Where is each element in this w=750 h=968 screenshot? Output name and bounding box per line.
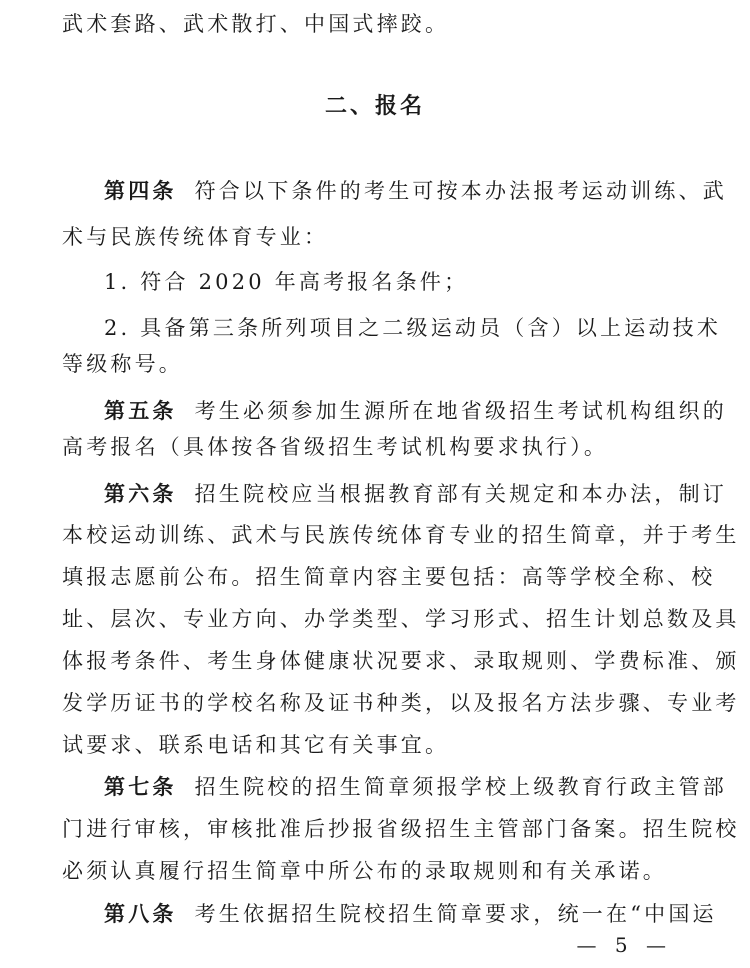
article-6-line-6: 发学历证书的学校名称及证书种类，以及报名方法步骤、专业考 <box>62 691 740 715</box>
page-number: — 5 — <box>576 933 672 957</box>
article-4-item-2-line-2: 等级称号。 <box>62 352 183 376</box>
article-7-line-3: 必须认真履行招生简章中所公布的录取规则和有关承诺。 <box>62 859 667 883</box>
article-8-label: 第八条 <box>104 901 177 926</box>
article-8-text-1: 考生依据招生院校招生简章要求，统一在“中国运 <box>194 902 717 926</box>
article-6-line-4: 址、层次、专业方向、办学类型、学习形式、招生计划总数及具 <box>62 607 740 631</box>
article-5-text-1: 考生必须参加生源所在地省级招生考试机构组织的 <box>194 399 728 423</box>
article-6-line-7: 试要求、联系电话和其它有关事宜。 <box>62 733 450 757</box>
article-6-line-2: 本校运动训练、武术与民族传统体育专业的招生简章，并于考生 <box>62 523 740 547</box>
article-8-line-1 <box>104 900 717 928</box>
article-4-item-2-line-1: 2. 具备第三条所列项目之二级运动员（含）以上运动技术 <box>104 316 722 340</box>
article-6-line-1 <box>104 480 728 508</box>
article-6-label: 第六条 <box>104 481 177 506</box>
article-6-text-1: 招生院校应当根据教育部有关规定和本办法，制订 <box>194 482 728 506</box>
top-line: 武术套路、武术散打、中国式摔跤。 <box>62 12 450 36</box>
article-5-line-2: 高考报名（具体按各省级招生考试机构要求执行）。 <box>62 435 609 459</box>
article-5-label: 第五条 <box>104 398 177 423</box>
article-7-line-2: 门进行审核，审核批准后抄报省级招生主管部门备案。招生院校 <box>62 817 740 841</box>
article-4-line-2: 术与民族传统体育专业： <box>62 225 329 249</box>
article-4-line-1 <box>104 177 728 205</box>
article-7-line-1 <box>104 773 728 801</box>
article-4-text-1: 符合以下条件的考生可按本办法报考运动训练、武 <box>194 179 728 203</box>
article-7-text-1: 招生院校的招生简章须报学校上级教育行政主管部 <box>194 775 728 799</box>
article-5-line-1 <box>104 397 728 425</box>
article-4-label: 第四条 <box>104 178 177 203</box>
section-heading: 二、报名 <box>324 93 425 119</box>
article-4-item-1: 1. 符合 2020 年高考报名条件； <box>104 270 469 294</box>
article-6-line-3: 填报志愿前公布。招生简章内容主要包括：高等学校全称、校 <box>62 565 716 589</box>
article-6-line-5: 体报考条件、考生身体健康状况要求、录取规则、学费标准、颁 <box>62 649 740 673</box>
article-7-label: 第七条 <box>104 774 177 799</box>
